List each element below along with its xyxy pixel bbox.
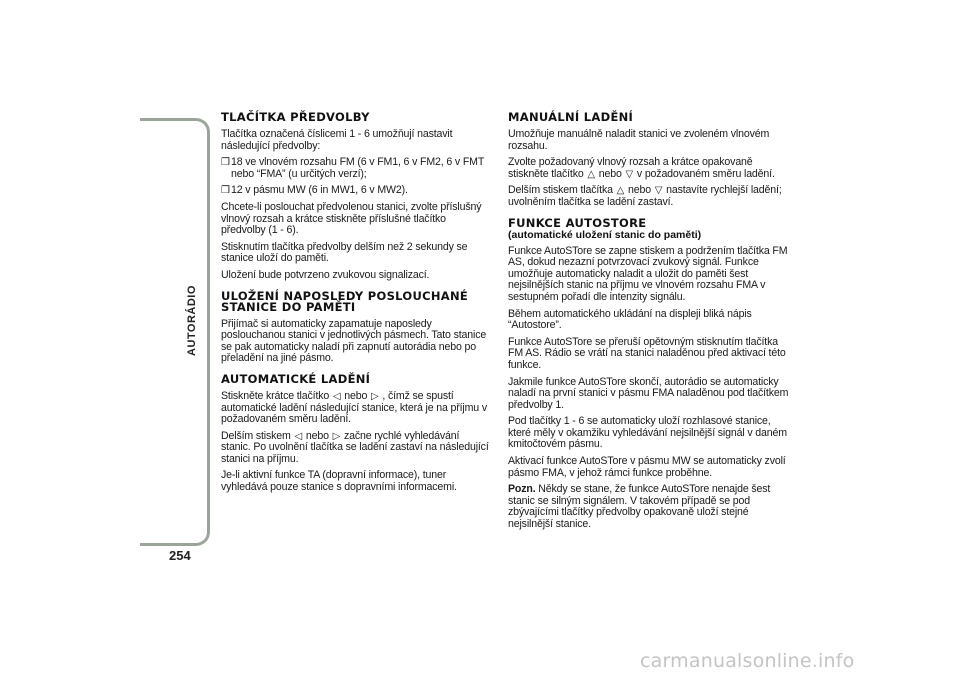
paragraph: Jakmile funkce AutoSTore skončí, autorádio se automaticky naladí na první stanici v pásmu FMA naladěnou pod tlačítkem předvolby 1. — [508, 375, 789, 411]
section-autostore — [508, 215, 793, 531]
bullet-item — [221, 185, 489, 197]
arrow-left-icon: ◁ — [332, 390, 341, 402]
left-column — [221, 112, 489, 503]
right-column — [508, 112, 793, 540]
paragraph: Pod tlačítky 1 - 6 se automaticky uloží rozhlasové stanice, které měly v okamžiku vyhledávání nejsilnější signál v daném kmitočtovém pásmu. — [508, 415, 787, 451]
paragraph: Chcete-li poslouchat předvolenou stanici, zvolte příslušný vlnový rozsah a krátce stiskněte příslušné tlačítko předvolby (1 - 6). — [221, 200, 482, 237]
arrow-up-icon: △ — [616, 185, 625, 197]
paragraph: Funkce AutoSTore se přeruší opětovným stisknutím tlačítka FM AS. Rádio se vrátí na stanici naladěnou před aktivací této funkce. — [508, 335, 786, 371]
checkbox-bullet-icon: ❒ — [221, 157, 230, 169]
arrow-down-icon: ▽ — [654, 185, 663, 197]
paragraph: Je-li aktivní funkce TA (dopravní informace), tuner vyhledává pouze stanice s dopravními informacemi. — [221, 469, 457, 494]
paragraph: Zvolte požadovaný vlnový rozsah a krátce opakovaně stiskněte tlačítko △ nebo ▽ v požadovaném směru ladění. — [508, 156, 775, 180]
paragraph: Delším stiskem tlačítka △ nebo ▽ nastavíte rychlejší ladění; uvolněním tlačítka se ladění zastaví. — [508, 184, 782, 208]
note-paragraph — [508, 484, 793, 530]
note-text: Někdy se stane, že funkce AutoSTore nenajde šest stanic se silným signálem. V takovém případě se pod zbývajícími tlačítky předvolby opakovaně uloží stejné nejsilnější stanice. — [508, 483, 771, 531]
bullet-text: 12 v pásmu MW (6 in MW1, 6 v MW2). — [231, 184, 408, 197]
arrow-right-icon: ▷ — [332, 430, 341, 442]
page-edge-rule — [140, 118, 210, 546]
arrow-left-icon: ◁ — [294, 430, 303, 442]
section-title: FUNKCE AUTOSTORE — [508, 215, 647, 230]
paragraph: Stiskněte krátce tlačítko ◁ nebo ▷ , čímž se spustí automatické ladění následující stanice, která je na příjmu v požadovaném směru ladění. — [221, 389, 487, 426]
bullet-item — [221, 157, 489, 180]
section-subtitle: (automatické uložení stanic do paměti) — [508, 228, 702, 241]
arrow-up-icon: △ — [587, 168, 595, 180]
paragraph: Uložení bude potvrzeno zvukovou signalizací. — [221, 268, 430, 281]
arrow-right-icon: ▷ — [371, 390, 379, 402]
section-title: TLAČÍTKA PŘEDVOLBY — [221, 110, 370, 124]
paragraph: Během automatického ukládání na displeji bliká nápis “Autostore”. — [508, 307, 752, 332]
page-number: 254 — [169, 548, 191, 563]
checkbox-bullet-icon: ❒ — [221, 185, 230, 197]
paragraph: Funkce AutoSTore se zapne stiskem a podržením tlačítka FM AS, dokud nezazní potvrzovací zvukový signál. Funkce umožňuje automaticky naladit a uložit do paměti šest nejsilnějších stanic na příjmu ve vlnovém rozsahu FMA v sestupném pořadí dle intenzity signálu. — [508, 244, 788, 303]
paragraph: Delším stiskem ◁ nebo ▷ začne rychlé vyhledávání stanic. Po uvolnění tlačítka se ladění zastaví na následující stanici na příjmu. — [221, 429, 489, 465]
section-title: ULOŽENÍ NAPOSLEDY POSLOUCHANÉ STANICE DO PAMĚTI — [221, 288, 469, 314]
paragraph: Umožňuje manuálně naladit stanici ve zvoleném vlnovém rozsahu. — [508, 128, 770, 152]
section-title: MANUÁLNÍ LADĚNÍ — [508, 110, 634, 124]
bullet-text: 18 ve vlnovém rozsahu FM (6 v FM1, 6 v FM2, 6 v FMT nebo “FMA” (u určitých verzí); — [231, 156, 484, 180]
section-automatic-tuning — [221, 371, 489, 494]
section-manual-tuning — [508, 112, 793, 209]
note-label: Pozn. — [508, 483, 536, 496]
paragraph: Tlačítka označená číslicemi 1 - 6 umožňují nastavit následující předvolby: — [221, 128, 453, 152]
watermark: carmanualsonline.info — [640, 650, 855, 672]
paragraph: Aktivací funkce AutoSTore v pásmu MW se automaticky zvolí pásmo FMA, v jehož rámci funkce proběhne. — [508, 455, 786, 479]
paragraph: Přijímač si automaticky zapamatuje naposledy poslouchanou stanici v jednotlivých pásmech. Tato stanice se pak automaticky naladí při zapnutí autorádia nebo po přeladění na jiné pásmo. — [221, 317, 487, 365]
section-last-station — [221, 288, 489, 365]
paragraph: Stisknutím tlačítka předvolby delším než 2 sekundy se stanice uloží do paměti. — [221, 240, 468, 265]
section-title: AUTOMATICKÉ LADĚNÍ — [221, 371, 371, 386]
arrow-down-icon: ▽ — [625, 168, 634, 180]
section-preset-buttons — [221, 112, 489, 282]
